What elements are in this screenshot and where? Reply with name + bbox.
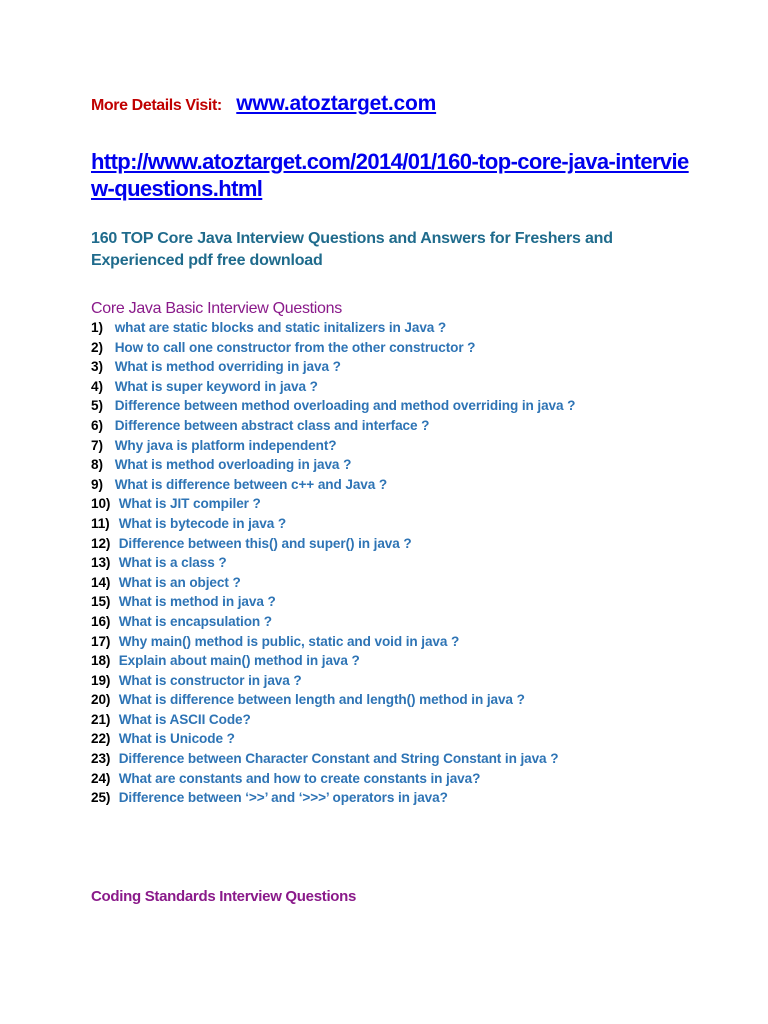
question-number: 12) bbox=[91, 535, 111, 551]
question-text: Why java is platform independent? bbox=[114, 437, 337, 453]
question-text: What is a class ? bbox=[118, 555, 227, 571]
question-number: 15) bbox=[91, 594, 111, 610]
list-item bbox=[91, 357, 575, 377]
question-number: 24) bbox=[91, 770, 111, 786]
question-number: 11) bbox=[91, 515, 110, 531]
question-text: what are static blocks and static initalizers in Java ? bbox=[114, 320, 447, 335]
list-item bbox=[91, 475, 575, 495]
list-item bbox=[91, 514, 575, 534]
question-text: What is an object ? bbox=[118, 574, 241, 590]
list-item bbox=[91, 416, 575, 436]
list-item bbox=[91, 436, 575, 456]
question-text: What is difference between c++ and Java ? bbox=[114, 476, 388, 492]
more-details-line bbox=[91, 92, 436, 116]
question-text: What is constructor in java ? bbox=[118, 672, 302, 688]
question-number: 2) bbox=[91, 339, 103, 355]
list-item bbox=[91, 769, 575, 789]
question-text: How to call one constructor from the other constructor ? bbox=[114, 339, 476, 355]
post-url-link[interactable]: http://www.atoztarget.com/2014/01/160-top-core-java-interview-questions.html bbox=[91, 149, 689, 201]
question-number: 23) bbox=[91, 751, 111, 767]
question-number: 19) bbox=[91, 672, 111, 688]
question-text: What is Unicode ? bbox=[118, 731, 235, 747]
question-number: 13) bbox=[91, 555, 111, 571]
question-number: 16) bbox=[91, 613, 111, 629]
list-item bbox=[91, 318, 575, 338]
question-number: 14) bbox=[91, 574, 111, 590]
list-item bbox=[91, 592, 575, 612]
question-number: 8) bbox=[91, 457, 103, 473]
question-text: What is method overriding in java ? bbox=[114, 359, 341, 375]
question-text: What is ASCII Code? bbox=[118, 711, 251, 727]
question-text: Difference between abstract class and interface ? bbox=[114, 417, 430, 433]
question-text: Why main() method is public, static and void in java ? bbox=[118, 633, 460, 649]
more-details-label: More Details Visit: bbox=[91, 97, 222, 114]
list-item bbox=[91, 632, 575, 652]
list-item bbox=[91, 651, 575, 671]
question-number: 5) bbox=[91, 398, 103, 414]
question-number: 1) bbox=[91, 320, 103, 335]
list-item bbox=[91, 573, 575, 593]
question-number: 6) bbox=[91, 417, 103, 433]
section-heading-core-java-basic: Core Java Basic Interview Questions bbox=[91, 300, 342, 317]
list-item bbox=[91, 338, 575, 358]
list-item bbox=[91, 455, 575, 475]
question-number: 7) bbox=[91, 437, 103, 453]
list-item bbox=[91, 396, 575, 416]
question-list bbox=[91, 318, 575, 808]
question-number: 10) bbox=[91, 496, 111, 512]
question-text: What is difference between length and length() method in java ? bbox=[118, 692, 525, 708]
list-item bbox=[91, 788, 575, 808]
question-text: What are constants and how to create constants in java? bbox=[118, 770, 481, 786]
question-text: What is method in java ? bbox=[118, 594, 276, 610]
question-number: 22) bbox=[91, 731, 111, 747]
question-text: Explain about main() method in java ? bbox=[118, 653, 360, 669]
list-item bbox=[91, 534, 575, 554]
list-item bbox=[91, 749, 575, 769]
site-link[interactable]: www.atoztarget.com bbox=[236, 92, 437, 115]
question-text: Difference between Character Constant and String Constant in java ? bbox=[118, 751, 559, 767]
question-text: Difference between ‘>>’ and ‘>>>’ operators in java? bbox=[118, 790, 448, 806]
question-text: What is JIT compiler ? bbox=[118, 496, 261, 512]
list-item bbox=[91, 553, 575, 573]
question-text: What is method overloading in java ? bbox=[114, 457, 352, 473]
question-text: Difference between method overloading and method overriding in java ? bbox=[114, 398, 576, 414]
list-item bbox=[91, 494, 575, 514]
question-text: What is super keyword in java ? bbox=[114, 378, 318, 394]
question-number: 17) bbox=[91, 633, 111, 649]
question-number: 21) bbox=[91, 711, 111, 727]
list-item bbox=[91, 710, 575, 730]
list-item bbox=[91, 377, 575, 397]
list-item bbox=[91, 612, 575, 632]
document-title: 160 TOP Core Java Interview Questions and Answers for Freshers and Experienced pdf free download bbox=[91, 230, 613, 269]
question-text: What is encapsulation ? bbox=[118, 613, 272, 629]
question-number: 4) bbox=[91, 378, 103, 394]
question-number: 3) bbox=[91, 359, 103, 375]
question-text: What is bytecode in java ? bbox=[118, 515, 287, 531]
question-number: 25) bbox=[91, 790, 111, 806]
section-heading-coding-standards: Coding Standards Interview Questions bbox=[91, 888, 357, 905]
question-number: 20) bbox=[91, 692, 111, 708]
list-item bbox=[91, 729, 575, 749]
question-number: 18) bbox=[91, 653, 111, 669]
list-item bbox=[91, 690, 575, 710]
question-number: 9) bbox=[91, 476, 103, 492]
list-item bbox=[91, 671, 575, 691]
question-text: Difference between this() and super() in java ? bbox=[118, 535, 412, 551]
